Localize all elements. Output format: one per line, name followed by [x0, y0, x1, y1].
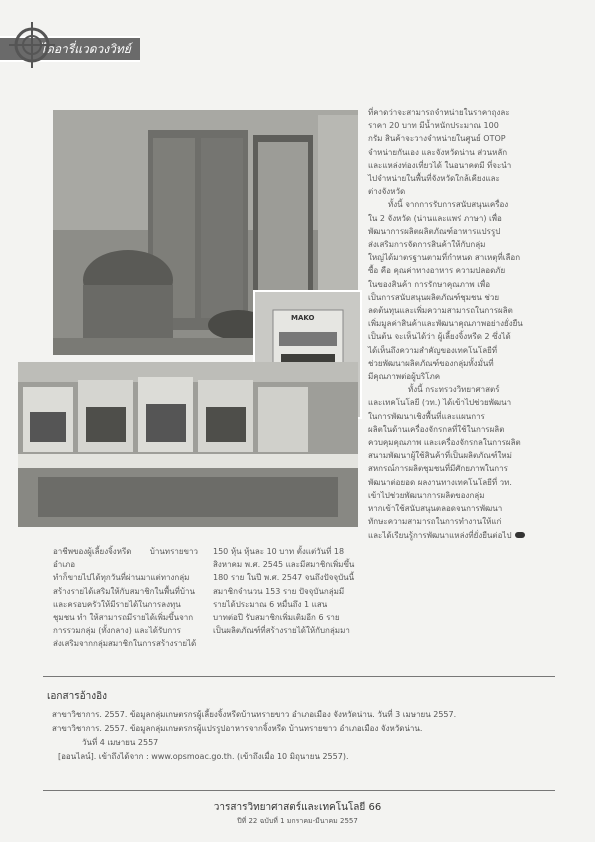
text-line: กรัม สินค้าจะวางจำหน่ายในศูนย์ OTOP: [368, 134, 506, 144]
section-title: ไดอารี่แวดวงวิทย์: [40, 42, 131, 56]
article-column-middle-bottom: [213, 545, 358, 637]
text-line: เป็นการสนับสนุนผลิตภัณฑ์ชุมชน ช่วย: [368, 292, 500, 302]
article-column-left-bottom: [53, 545, 198, 651]
text-line: และเทคโนโลยี (วท.) ได้เข้าไปช่วยพัฒนา: [368, 398, 512, 408]
text-line: และแหล่งท่องเที่ยวได้ ในอนาคตมี ที่จะนำ: [368, 160, 512, 170]
text-line: จำหน่ายกันเอง และจังหวัดน่าน ส่วนหลัก: [368, 147, 508, 157]
text-line: สร้างรายได้เสริมให้กับสมาชิกในพื้นที่บ้าน: [53, 586, 195, 596]
text-line: ต่างจังหวัด: [368, 187, 406, 197]
text-line: ได้เห็นถึงความสำคัญของเทคโนโลยีที่: [368, 345, 498, 355]
text-line: การรวมกลุ่ม (ทั้งกลาง) และได้รับการ: [53, 626, 181, 636]
text-line: และครอบครัวให้มีรายได้ในการลงทุน: [53, 599, 181, 609]
text-line: ใน 2 จังหวัด (น่านและแพร่ ภาษา) เพื่อ: [368, 213, 502, 223]
text-line: ลดต้นทุนและเพิ่มความสามารถในการผลิต: [368, 306, 513, 316]
text-line: ส่งเสริมจากกลุ่มสมาชิกในการสร้างรายได้: [53, 639, 197, 649]
journal-issue: ปีที่ 22 ฉบับที่ 1 มกราคม-มีนาคม 2557: [237, 817, 358, 825]
text-line: ในของสินค้า การรักษาคุณภาพ เพื่อ: [368, 279, 490, 289]
text-line: พัฒนาต่อยอด ผลงานทางเทคโนโลยีที่ วท.: [368, 477, 512, 487]
photo-product-shelf: [18, 362, 358, 527]
end-of-article-icon: [515, 532, 525, 538]
text-line: ในการพัฒนาเชิงพื้นที่และแผนการ: [368, 411, 485, 421]
journal-title: วารสารวิทยาศาสตร์และเทคโนโลยี 66: [213, 802, 382, 813]
text-line: หากเข้าใช้สนับสนุนตลอดจนการพัฒนา: [368, 504, 503, 514]
text-line: ที่คาดว่าจะสามารถจำหน่ายในราคาถุงละ: [368, 108, 510, 117]
text-line: ใหญ่ได้มาตรฐานตามที่กำหนด สาเหตุที่เลือก: [368, 253, 521, 263]
references-heading: เอกสารอ้างอิง: [47, 691, 107, 702]
text-line: บาทต่อปี รับสมาชิกเพิ่มเติมอีก 6 ราย: [213, 613, 340, 623]
text-line: เป็นผลิตภัณฑ์ที่สร้างรายได้ให้กับกลุ่มมา: [213, 626, 350, 636]
text-line: พัฒนาการผลิตผลิตภัณฑ์อาหารแปรรูป: [368, 226, 501, 236]
reference-item: วันที่ 4 เมษายน 2557: [82, 738, 159, 747]
references-list: [52, 708, 552, 764]
text-line: ผลิตในด้านเครื่องจักรกลที่ใช้ในการผลิต: [368, 424, 505, 434]
text-line: 150 หุ้น หุ้นละ 10 บาท ตั้งแต่วันที่ 18: [213, 547, 345, 556]
text-line: สหกรณ์การผลิตชุมชนที่มีศักยภาพในการ: [368, 464, 508, 474]
text-line: 180 ราย ในปี พ.ศ. 2547 จนถึงปัจจุบันนี้: [213, 573, 355, 583]
article-column-right-top: [368, 106, 554, 542]
reference-item: สาขาวิชาการ. 2557. ข้อมูลกลุ่มเกษตรกรผู้เลี้ยงจิ้งหรีดบ้านทรายขาว อำเภอเมือง จังหวัดน่าน. วันที่ 3 เมษายน 2557.: [52, 710, 457, 719]
text-line: สมาชิกจำนวน 153 ราย ปัจจุบันกลุ่มมี: [213, 586, 345, 596]
text-line: ทำก็ขายไปได้ทุกวันที่ผ่านมาแต่ทางกลุ่ม: [53, 573, 190, 583]
text-line: ทักษะความสามารถในการทำงานให้แก่: [368, 517, 502, 527]
text-line: เพิ่มมูลค่าสินค้าและพัฒนาคุณภาพอย่างยั่งยืน: [368, 319, 523, 329]
text-line: ไปจำหน่ายในพื้นที่จังหวัดใกล้เคียงและ: [368, 174, 500, 184]
text-line: [368, 529, 554, 542]
text-line: สิงหาคม พ.ศ. 2545 และมีสมาชิกเพิ่มขึ้น: [213, 560, 355, 570]
text-line: สนามพัฒนาผู้ใช้สินค้าที่เป็นผลิตภัณฑ์ใหม่: [368, 451, 512, 461]
footer-divider: [43, 790, 555, 791]
text-line: มีคุณภาพต่อผู้บริโภค: [368, 372, 441, 382]
text-line: ซื้อ คือ คุณค่าทางอาหาร ความปลอดภัย: [368, 266, 506, 276]
text-line: ทั้งนี้ จากการรับการสนับสนุนเครื่อง: [388, 200, 509, 210]
text-line-end: และได้เรียนรู้การพัฒนาแหล่งที่ยั่งยืนต่อไป: [368, 530, 512, 540]
text-line: ราคา 20 บาท มีน้ำหนักประมาณ 100: [368, 121, 499, 131]
text-line: เป็นต้น จะเห็นได้ว่า ผู้เลี้ยงจิ้งหรีด 2 ซึ่งได้: [368, 332, 511, 342]
text-line: ควบคุมคุณภาพ และเครื่องจักรกลในการผลิต: [368, 438, 521, 448]
text-line: ทั้งนี้ กระทรวงวิทยาศาสตร์: [408, 385, 500, 395]
product-label-text: MAKO: [291, 314, 315, 322]
reference-item: [ออนไลน์]. เข้าถึงได้จาก : www.opsmoac.go.th. (เข้าถึงเมื่อ 10 มิถุนายน 2557).: [58, 752, 349, 761]
text-line: รายได้ประมาณ 6 หมื่นถึง 1 แสน: [213, 599, 328, 609]
text-line: ชุมชน ทำ ให้สามารถมีรายได้เพิ่มขึ้นจาก: [53, 613, 194, 623]
text-line: อาชีพของผู้เลี้ยงจิ้งหรีด บ้านทรายขาว อำเภอ: [53, 547, 198, 570]
text-line: ส่งเสริมการจัดการสินค้าให้กับกลุ่ม: [368, 240, 486, 250]
references-divider: [43, 676, 555, 677]
text-line: เข้าไปช่วยพัฒนาการผลิตของกลุ่ม: [368, 490, 485, 500]
text-line: ช่วยพัฒนาผลิตภัณฑ์ของกลุ่มทั้งมั่นที่: [368, 358, 494, 368]
crosshair-logo-icon: [5, 18, 59, 72]
reference-item: สาขาวิชาการ. 2557. ข้อมูลกลุ่มเกษตรกรผู้แปรรูปอาหารจากจิ้งหรีด บ้านทรายขาว อำเภอเมือง จังหวัดน่าน.: [52, 724, 423, 733]
